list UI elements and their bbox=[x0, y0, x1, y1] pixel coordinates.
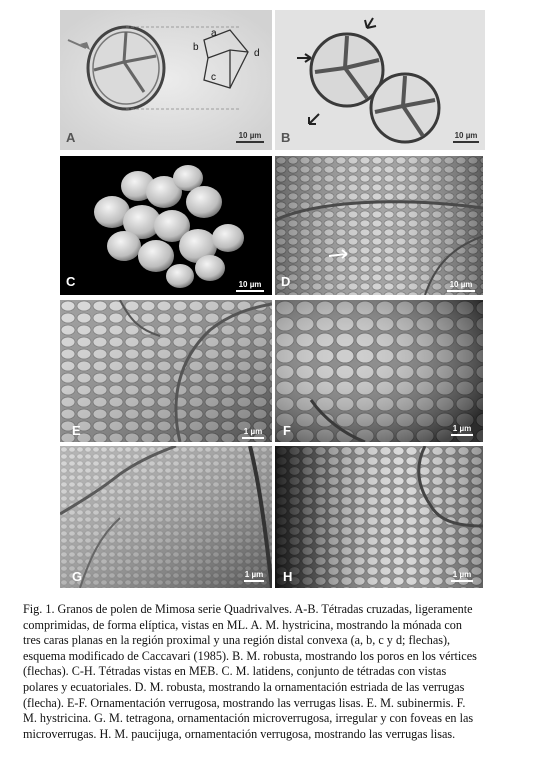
panel-c-drawing bbox=[60, 156, 272, 295]
scale-text-h: 1 µm bbox=[452, 570, 472, 579]
caption-line: (flecha). E-F. Ornamentación verrugosa, mostrando las verrugas lisas. E. M. subinermis. F. bbox=[23, 695, 466, 710]
panel-d bbox=[275, 156, 483, 295]
panel-label-b: B bbox=[281, 130, 291, 145]
scale-text-g: 1 µm bbox=[244, 570, 264, 579]
panel-e-drawing bbox=[60, 300, 272, 442]
panel-label-c: C bbox=[66, 274, 76, 289]
panel-e bbox=[60, 300, 272, 442]
panel-label-h: H bbox=[283, 569, 293, 584]
caption-line: M. hystricina. G. M. tetragona, ornamentación microverrugosa, irregular y con foveas en las bbox=[23, 711, 474, 726]
schema-label-b: b bbox=[193, 42, 199, 53]
panel-a-drawing bbox=[60, 10, 272, 150]
scale-text-c: 10 µm bbox=[238, 280, 262, 289]
scale-bar-e bbox=[242, 427, 264, 439]
panel-c bbox=[60, 156, 272, 295]
figure-caption bbox=[23, 602, 521, 742]
scale-bar-f bbox=[451, 424, 473, 436]
scale-text-a: 10 µm bbox=[238, 131, 262, 140]
panel-g-drawing bbox=[60, 446, 272, 588]
schema-label-c: c bbox=[211, 72, 216, 83]
panel-g bbox=[60, 446, 272, 588]
scale-bar-h bbox=[451, 570, 473, 582]
panel-h-drawing bbox=[275, 446, 483, 588]
scale-bar-d bbox=[447, 280, 475, 292]
panel-f bbox=[275, 300, 483, 442]
scale-text-e: 1 µm bbox=[243, 427, 263, 436]
panel-label-d: D bbox=[281, 274, 291, 289]
panel-f-drawing bbox=[275, 300, 483, 442]
panel-h bbox=[275, 446, 483, 588]
caption-line: Fig. 1. Granos de polen de Mimosa serie Quadrivalves. A-B. Tétradas cruzadas, ligeramente bbox=[23, 602, 473, 616]
scale-bar-c bbox=[236, 280, 264, 292]
scale-text-f: 1 µm bbox=[452, 424, 472, 433]
caption-line: (flechas). C-H. Tétradas vistas en MEB. C. M. latidens, conjunto de tétradas con vistas bbox=[23, 664, 447, 679]
panel-label-e: E bbox=[72, 423, 81, 438]
scale-bar-g bbox=[244, 570, 264, 582]
caption-line: esquema modificado de Caccavari (1985). B. M. robusta, mostrando los poros en los vértices bbox=[23, 648, 477, 663]
scale-bar-b bbox=[453, 131, 479, 143]
caption-line: microverrugas. H. M. paucijuga, ornamentación verrugosa, mostrando las verrugas lisas. bbox=[23, 726, 456, 741]
panel-b-drawing bbox=[275, 10, 485, 150]
panel-d-drawing bbox=[275, 156, 483, 295]
caption-line: comprimidas, de forma elíptica, vistas en ML. A. M. hystricina, mostrando la mónada con bbox=[23, 617, 462, 632]
schema-label-a: a bbox=[211, 28, 217, 39]
panel-label-a: A bbox=[66, 130, 76, 145]
caption-line: tres caras planas en la región proximal y una región distal convexa (a, b, c y d; flechas), bbox=[23, 633, 451, 648]
panel-label-g: G bbox=[72, 569, 83, 584]
scale-bar-a bbox=[236, 131, 264, 143]
panel-label-f: F bbox=[283, 423, 291, 438]
schema-label-d: d bbox=[254, 48, 260, 59]
scale-text-b: 10 µm bbox=[454, 131, 478, 140]
caption-line: polares y ecuatoriales. D. M. robusta, mostrando la ornamentación estriada de las verrugas bbox=[23, 679, 465, 694]
panel-a bbox=[60, 10, 272, 150]
panel-b bbox=[275, 10, 485, 150]
scale-text-d: 10 µm bbox=[449, 280, 473, 289]
